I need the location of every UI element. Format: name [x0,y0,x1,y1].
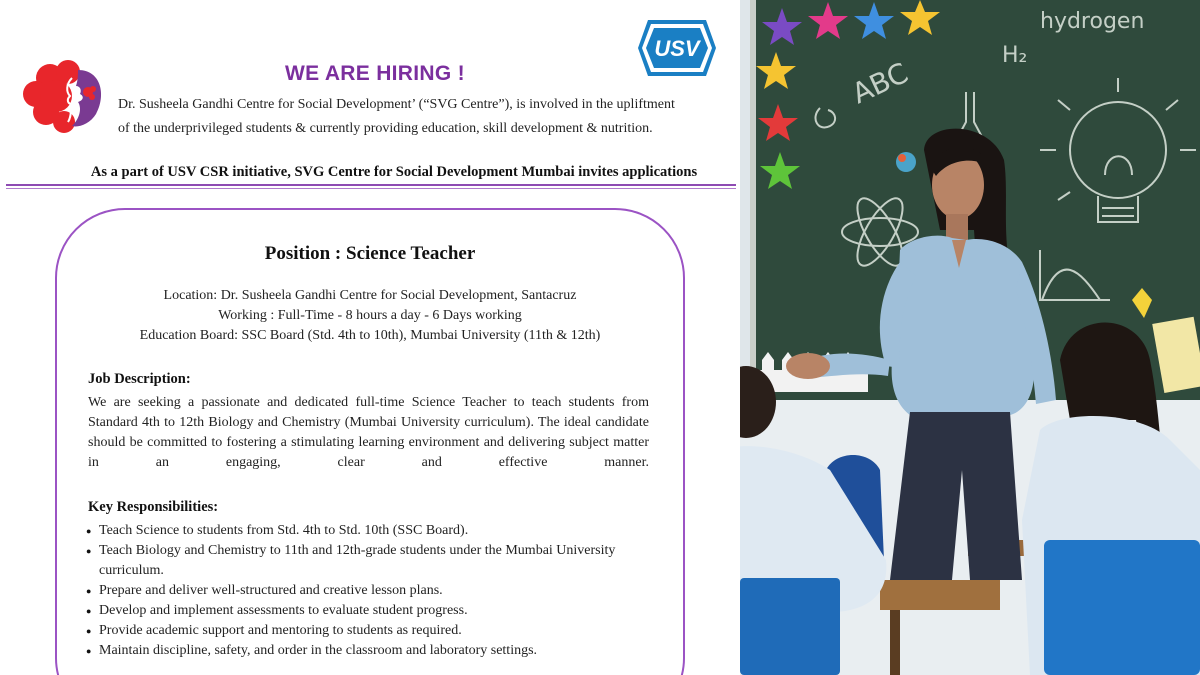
responsibilities-list [86,521,646,661]
initiative-line: As a part of USV CSR initiative, SVG Centre for Social Development Mumbai invites applications [90,164,698,180]
list-item: ● Provide academic support and mentoring to students as required. [86,621,646,641]
position-title: Position : Science Teacher [264,243,476,264]
list-item: ● Maintain discipline, safety, and order in the classroom and laboratory settings. [86,641,646,661]
classroom-illustration [740,0,1200,675]
classroom-photo [740,0,1200,675]
usv-logo [636,18,718,78]
hiring-headline: WE ARE HIRING ! [285,62,465,85]
list-item: ● Teach Science to students from Std. 4th to Std. 10th (SSC Board). [86,521,646,541]
job-description-title: Job Description: [88,371,191,387]
chair [1044,540,1200,675]
job-description-text: We are seeking a passionate and dedicated full-time Science Teacher to teach students from Standard 4th to 12th Biology and Chemistry (Mumbai University curriculum). The ideal candidate should be committed to fostering a stimulating learning environment and delivering subject matter in an engaging, clear and effective manner. [88,395,649,470]
intro-line: Dr. Susheela Gandhi Centre for Social Development’ (“SVG Centre”), is involved in the upliftment [118,97,675,112]
list-item: ● Develop and implement assessments to evaluate student progress. [86,601,646,621]
svg-centre-logo [20,56,110,136]
chalk-abc: ABC [847,56,914,111]
job-working-hours: Working : Full-Time - 8 hours a day - 6 Days working [218,308,522,323]
job-education-board: Education Board: SSC Board (Std. 4th to 10th), Mumbai University (11th & 12th) [139,328,601,343]
chalk-formula: H₂ [1002,43,1028,68]
divider [6,188,736,189]
chalk-word: hydrogen [1040,9,1145,34]
job-location: Location: Dr. Susheela Gandhi Centre for Social Development, Santacruz [163,288,577,303]
list-item: ● Prepare and deliver well-structured and creative lesson plans. [86,581,646,601]
list-item: ● Teach Biology and Chemistry to 11th and 12th-grade students under the Mumbai University curriculum. [86,541,646,581]
responsibilities-title: Key Responsibilities: [88,499,219,515]
job-meta [55,286,685,346]
intro-paragraph [118,93,718,141]
intro-line: of the underprivileged students & currently providing education, skill development & nutrition. [118,121,653,136]
chair [740,578,840,675]
divider [6,184,736,186]
usv-logo-text: USV [654,36,700,61]
